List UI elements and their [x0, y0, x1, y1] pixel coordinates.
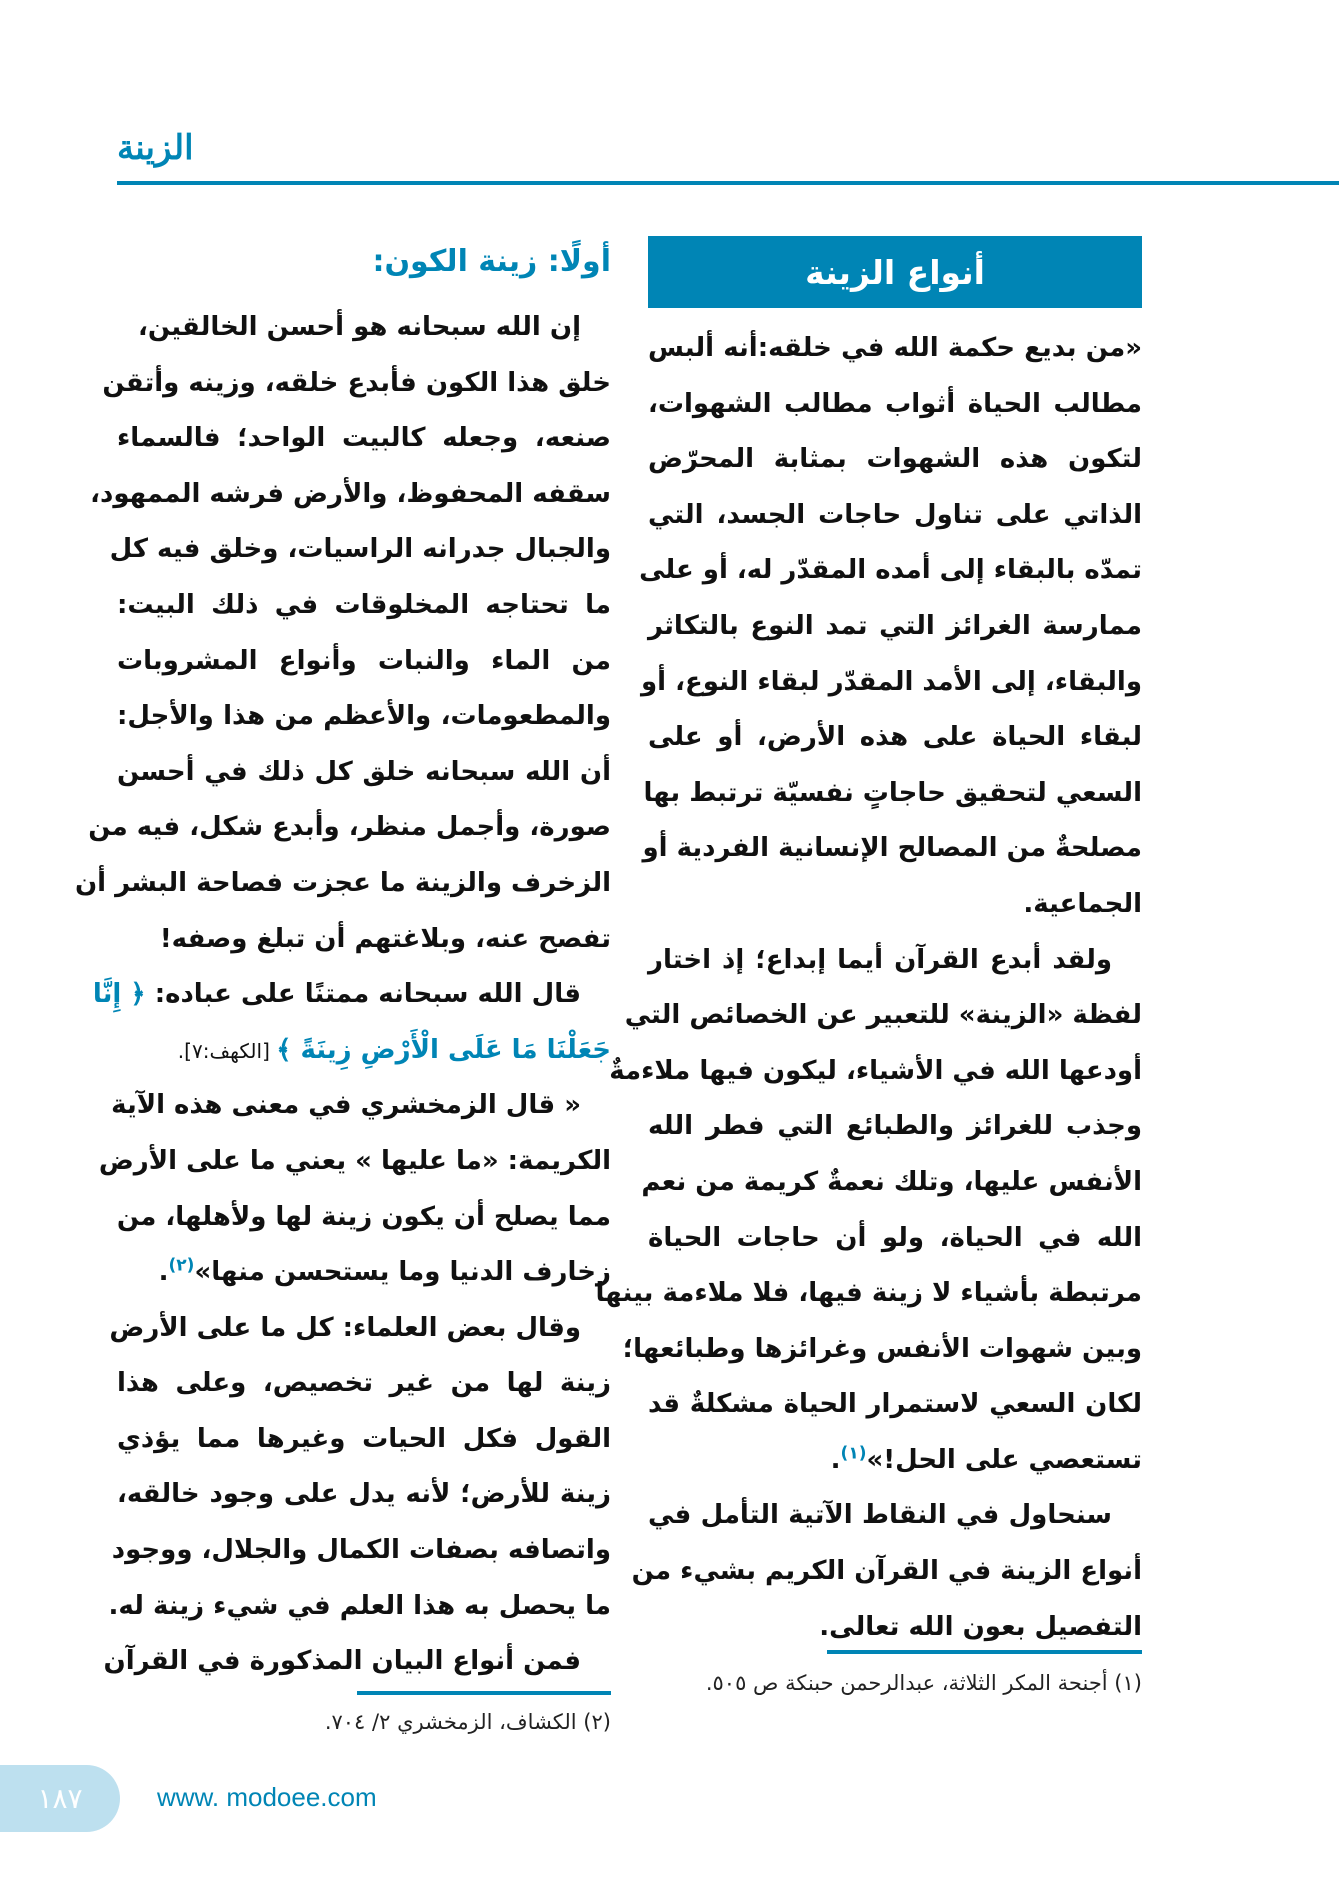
text-line: الذاتي على تناول حاجات الجسد، التي — [648, 499, 1142, 530]
text-line: سقفه المحفوظ، والأرض فرشه الممهود، — [90, 478, 611, 509]
text-line: الزخرف والزينة ما عجزت فصاحة البشر أن — [74, 867, 611, 898]
text-line: القول فكل الحيات وغيرها مما يؤذي — [117, 1423, 611, 1454]
text-line: زينة لها من غير تخصيص، وعلى هذا — [117, 1368, 611, 1399]
text-line — [117, 1245, 611, 1301]
text-line: ممارسة الغرائز التي تمد النوع بالتكاثر — [648, 610, 1142, 641]
left-column — [74, 236, 611, 1690]
text-line: السعي لتحقيق حاجاتٍ نفسيّة ترتبط بها — [643, 777, 1142, 808]
text-line: والجبال جدرانه الراسيات، وخلق فيه كل — [109, 534, 611, 565]
text-line: زينة للأرض؛ لأنه يدل على وجود خالقه، — [117, 1479, 611, 1510]
subheading: أولًا: زينة الكون: — [372, 244, 611, 279]
text-line: من الماء والنبات وأنواع المشروبات — [117, 645, 611, 676]
text-line: « قال الزمخشري في معنى هذه الآية — [111, 1090, 581, 1121]
text-line: أودعها الله في الأشياء، ليكون فيها ملاءمةٌ — [609, 1055, 1142, 1086]
text-line: ما تحتاجه المخلوقات في ذلك البيت: — [117, 589, 611, 620]
verse-reference: [الكهف:٧]. — [177, 1038, 277, 1063]
text-line: والبقاء، إلى الأمد المقدّر لبقاء النوع، أو — [640, 666, 1142, 697]
text-line — [92, 967, 611, 1023]
text-line: أنواع الزينة في القرآن الكريم بشيء من — [631, 1556, 1142, 1587]
footnote-marker: (٢) — [168, 1255, 195, 1276]
text-line: صنعه، وجعله كالبيت الواحد؛ فالسماء — [117, 423, 611, 454]
text-line: خلق هذا الكون فأبدع خلقه، وزينه وأتقن — [102, 367, 611, 398]
text-line: أن الله سبحانه خلق كل ذلك في أحسن — [117, 756, 611, 787]
text-segment: . — [830, 1444, 841, 1475]
text-line: إن الله سبحانه هو أحسن الخالقين، — [137, 312, 581, 342]
text-line: الكريمة: «ما عليها » يعني ما على الأرض — [98, 1145, 611, 1176]
site-url[interactable]: www. modoee.com — [157, 1782, 377, 1812]
footnote-rule-left — [357, 1691, 611, 1695]
text-line: لكان السعي لاستمرار الحياة مشكلةٌ قد — [648, 1389, 1142, 1420]
text-line: سنحاول في النقاط الآتية التأمل في — [648, 1500, 1112, 1531]
text-line: تفصح عنه، وبلاغتهم أن تبلغ وصفه! — [159, 923, 611, 954]
text-line: مصلحةٌ من المصالح الإنسانية الفردية أو — [642, 833, 1142, 864]
right-column — [595, 236, 1142, 1655]
text-line: والمطعومات، والأعظم من هذا والأجل: — [117, 701, 611, 732]
header-rule — [117, 181, 1339, 185]
text-segment: . — [158, 1257, 169, 1288]
text-segment: قال الله سبحانه ممتنًا على عباده: — [145, 979, 581, 1010]
text-segment: تستعصي على الحل!» — [866, 1444, 1142, 1475]
footnote-1: (١) أجنحة المكر الثلاثة، عبدالرحمن حبنكة ص ٥٠٥. — [705, 1671, 1142, 1695]
text-line: التفصيل بعون الله تعالى. — [819, 1611, 1142, 1642]
section-title: أنواع الزينة — [648, 236, 1142, 308]
text-line: صورة، وأجمل منظر، وأبدع شكل، فيه من — [88, 812, 611, 843]
text-line — [117, 1023, 611, 1079]
text-line: ولقد أبدع القرآن أيما إبداع؛ إذ اختار — [648, 944, 1112, 975]
text-line: فمن أنواع البيان المذكورة في القرآن — [103, 1646, 581, 1677]
text-line: واتصافه بصفات الكمال والجلال، ووجود — [111, 1535, 611, 1566]
text-line: الله في الحياة، ولو أن حاجات الحياة — [648, 1222, 1142, 1253]
text-line: لبقاء الحياة على هذه الأرض، أو على — [648, 722, 1142, 753]
text-line: وجذب للغرائز والطبائع التي فطر الله — [648, 1111, 1142, 1142]
text-line: وبين شهوات الأنفس وغرائزها وطبائعها؛ — [622, 1333, 1142, 1364]
text-line: مطالب الحياة أثواب مطالب الشهوات، — [648, 388, 1142, 419]
text-line: الأنفس عليها، وتلك نعمةٌ كريمة من نعم — [641, 1166, 1142, 1197]
running-title: الزينة — [117, 128, 194, 168]
text-line: وقال بعض العلماء: كل ما على الأرض — [109, 1312, 581, 1343]
footnote-rule-right — [827, 1650, 1142, 1654]
text-line: لتكون هذه الشهوات بمثابة المحرّض — [648, 444, 1142, 475]
right-column-text — [595, 321, 1142, 1655]
text-line: الجماعية. — [1023, 888, 1142, 919]
text-line: لفظة «الزينة» للتعبير عن الخصائص التي — [624, 1000, 1142, 1031]
page-number: ١٨٧ — [0, 1765, 120, 1832]
footnote-marker: (١) — [840, 1443, 867, 1464]
quran-verse: جَعَلْنَا مَا عَلَى الْأَرْضِ زِينَةً ﴾ — [276, 1034, 611, 1065]
text-line: «من بديع حكمة الله في خلقه:أنه ألبس — [648, 333, 1142, 363]
text-line: ما يحصل به هذا العلم في شيء زينة له. — [108, 1590, 611, 1621]
left-column-text — [74, 300, 611, 1690]
footnote-2: (٢) الكشاف، الزمخشري ٢/ ٧٠٤. — [324, 1710, 611, 1734]
quran-verse: ﴿ إِنَّا — [92, 979, 146, 1010]
text-line: مما يصلح أن يكون زينة لها ولأهلها، من — [116, 1201, 611, 1232]
text-segment: زخارف الدنيا وما يستحسن منها» — [194, 1257, 611, 1288]
text-line: مرتبطة بأشياء لا زينة فيها، فلا ملاءمة بينها — [595, 1278, 1142, 1309]
text-line — [648, 1433, 1142, 1489]
text-line: تمدّه بالبقاء إلى أمده المقدّر له، أو على — [639, 555, 1142, 586]
